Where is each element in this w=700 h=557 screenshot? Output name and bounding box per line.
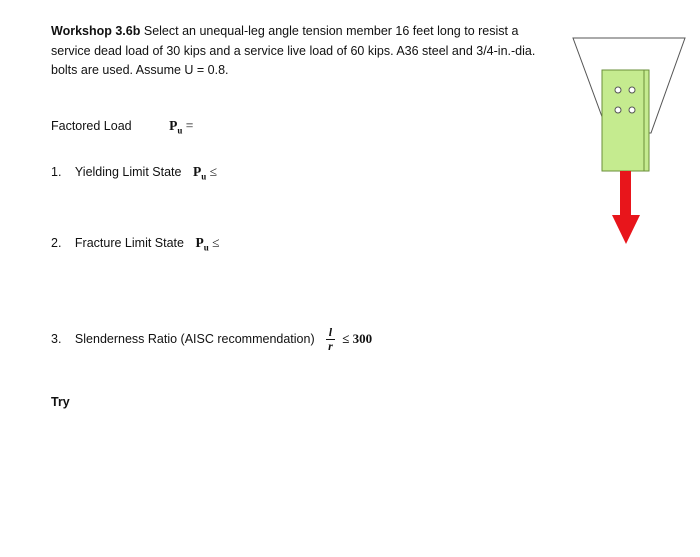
- tension-member-figure: [570, 30, 690, 255]
- bolt-hole: [629, 107, 635, 113]
- factored-load-label: Factored Load: [51, 119, 132, 133]
- yielding-expression: $P_u$ ≤: [192, 164, 218, 182]
- bolt-hole: [615, 107, 621, 113]
- fracture-expression: $P_u$ ≤: [195, 235, 220, 253]
- bolt-hole: [629, 87, 635, 93]
- factored-load-expression: $P_u$ =: [169, 118, 194, 136]
- problem-text: Select an unequal-leg angle tension member 16 feet long to resist a service dead load of 30 kips and a service live load of 60 kips. A36 steel and 3/4-in.-dia. bolts are used. Assume U = 0.8.: [51, 24, 536, 77]
- problem-statement: [51, 22, 561, 81]
- l-over-r-fraction: [326, 326, 335, 353]
- angle-member: [602, 70, 649, 171]
- fraction-numerator: l: [326, 326, 335, 340]
- slenderness-label: Slenderness Ratio (AISC recommendation): [74, 331, 315, 346]
- workshop-label: Workshop 3.6b: [51, 24, 141, 38]
- bolt-hole: [615, 87, 621, 93]
- fracture-row: [51, 235, 220, 253]
- yielding-row: [51, 164, 217, 182]
- yielding-label: Yielding Limit State: [74, 165, 182, 179]
- fracture-label: Fracture Limit State: [74, 236, 184, 250]
- connection-diagram: [570, 30, 690, 250]
- factored-load-row: [51, 118, 193, 136]
- slenderness-row: [51, 326, 372, 353]
- item-number: 1.: [51, 165, 62, 179]
- load-arrow-head: [612, 215, 640, 244]
- slenderness-limit: ≤ 300: [342, 330, 373, 346]
- fraction-denominator: r: [328, 339, 333, 353]
- arrow-shaft: [620, 171, 631, 215]
- item-number: 3.: [51, 331, 62, 346]
- try-label: Try: [51, 395, 70, 409]
- item-number: 2.: [51, 236, 62, 250]
